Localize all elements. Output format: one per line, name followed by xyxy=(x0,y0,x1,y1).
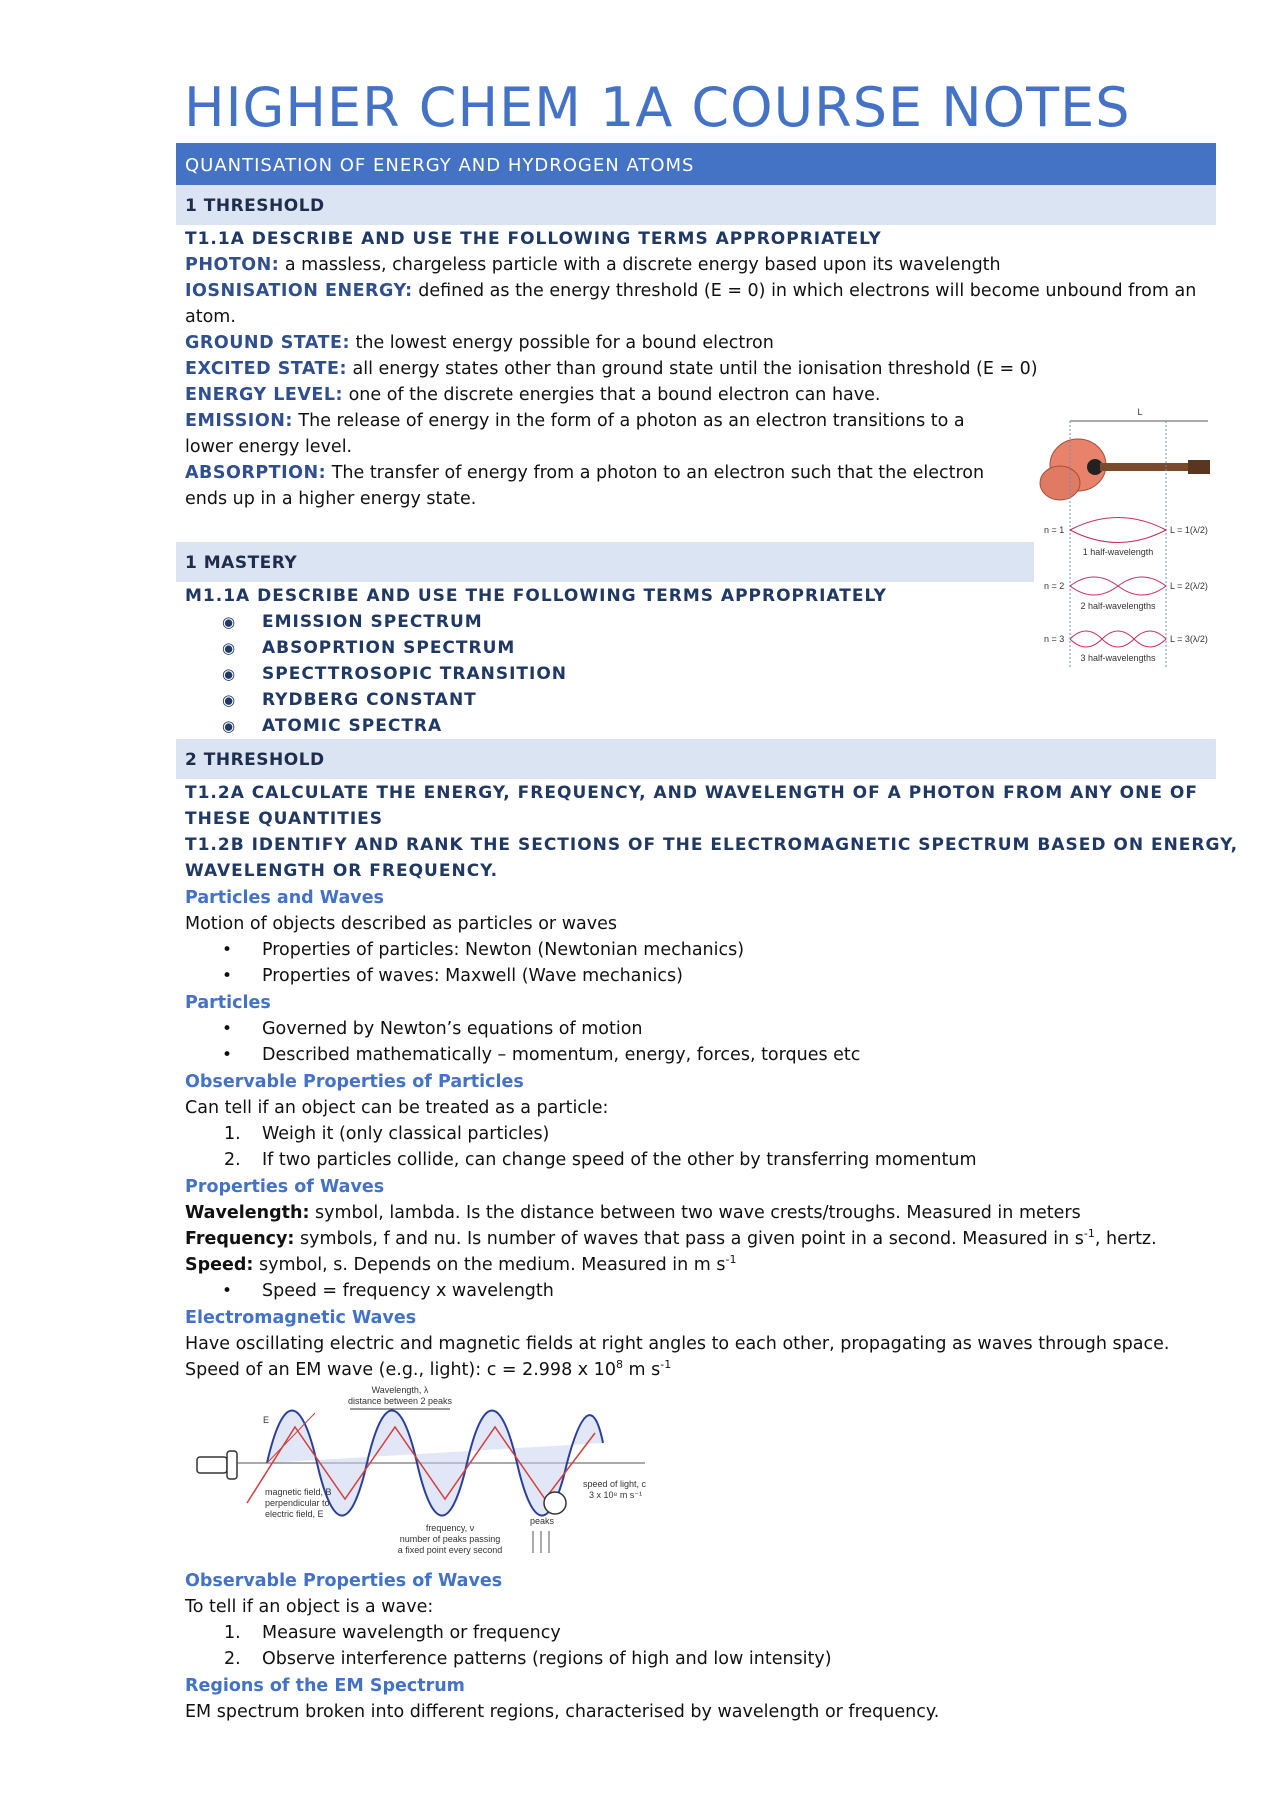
wavelength-definition xyxy=(185,1200,1081,1226)
list-number: 2. xyxy=(224,1649,241,1669)
em-speed-exp: 8 xyxy=(615,1358,623,1372)
list-item: Properties of particles: Newton (Newtonian mechanics) xyxy=(262,940,745,960)
guitar-head xyxy=(1188,460,1210,474)
wavelength-label: Wavelength, λ xyxy=(371,1385,429,1395)
term-excited-state xyxy=(185,356,1038,382)
objective-t1-2a-cont: THESE QUANTITIES xyxy=(185,809,384,829)
list-item: Properties of waves: Maxwell (Wave mechanics) xyxy=(262,966,683,986)
e-axis-label: E xyxy=(263,1415,270,1425)
term-def: atom. xyxy=(185,307,236,327)
term-continuation xyxy=(185,486,476,512)
length-label: L xyxy=(1137,407,1143,417)
text-paragraph: Have oscillating electric and magnetic fields at right angles to each other, propagating as waves through space. xyxy=(185,1334,1170,1354)
term-def: one of the discrete energies that a bound electron can have. xyxy=(343,385,881,405)
term-def: The release of energy in the form of a photon as an electron transitions to a xyxy=(292,411,965,431)
heading-properties-of-waves: Properties of Waves xyxy=(185,1177,385,1197)
page-title: HIGHER CHEM 1A COURSE NOTES xyxy=(184,76,1131,139)
em-speed-text: Speed of an EM wave (e.g., light): c = 2.998 x 10 xyxy=(185,1360,616,1380)
mode-wave-n2-b xyxy=(1070,577,1166,595)
frequency-sup: -1 xyxy=(1083,1227,1095,1241)
mode-caption-n3: 3 half-wavelengths xyxy=(1080,653,1156,663)
bullet-icon: • xyxy=(222,940,233,960)
term-label: EMISSION: xyxy=(185,411,293,431)
wavelength-text: symbol, lambda. Is the distance between two wave crests/troughs. Measured in meters xyxy=(309,1203,1081,1223)
term-label: ABSORPTION: xyxy=(185,463,327,483)
heading-observable-particles: Observable Properties of Particles xyxy=(185,1072,524,1092)
bullet-icon: ◉ xyxy=(222,665,236,683)
mode-label-n1: n = 1 xyxy=(1044,525,1065,535)
heading-particles: Particles xyxy=(185,993,271,1013)
list-item: Governed by Newton’s equations of motion xyxy=(262,1019,643,1039)
speed-label: Speed: xyxy=(185,1255,254,1275)
term-def: defined as the energy threshold (E = 0) in which electrons will become unbound from an xyxy=(412,281,1197,301)
term-def: the lowest energy possible for a bound electron xyxy=(349,333,774,353)
term-energy-level xyxy=(185,382,880,408)
mode-eq-n1: L = 1(λ/2) xyxy=(1170,525,1208,535)
guitar-standing-wave-figure xyxy=(1030,405,1215,670)
mastery-item: SPECTTROSOPIC TRANSITION xyxy=(262,664,568,684)
bullet-icon: • xyxy=(222,966,233,986)
bullet-icon: • xyxy=(222,1281,233,1301)
threshold-1-label: 1 THRESHOLD xyxy=(185,196,325,216)
term-continuation xyxy=(185,434,352,460)
em-speed-sup: -1 xyxy=(660,1358,672,1372)
peaks-counter-icon xyxy=(533,1531,549,1553)
mode-label-n3: n = 3 xyxy=(1044,634,1065,644)
term-label: EXCITED STATE: xyxy=(185,359,347,379)
term-label: ENERGY LEVEL: xyxy=(185,385,344,405)
objective-t1-2a: T1.2A CALCULATE THE ENERGY, FREQUENCY, AND WAVELENGTH OF A PHOTON FROM ANY ONE OF xyxy=(185,783,1198,803)
speed-text: symbol, s. Depends on the medium. Measured in m s xyxy=(253,1255,726,1275)
speed-sup: -1 xyxy=(725,1253,737,1267)
heading-em-spectrum-regions: Regions of the EM Spectrum xyxy=(185,1676,465,1696)
text-paragraph: Can tell if an object can be treated as a particle: xyxy=(185,1098,609,1118)
mode-wave-n3-a xyxy=(1070,631,1166,647)
magnetic-label-2: perpendicular to xyxy=(265,1498,330,1508)
mode-label-n2: n = 2 xyxy=(1044,581,1065,591)
term-photon xyxy=(185,252,1001,278)
list-item: Speed = frequency x wavelength xyxy=(262,1281,554,1301)
threshold-2-label: 2 THRESHOLD xyxy=(185,750,325,770)
magnetic-label-3: electric field, E xyxy=(265,1509,324,1519)
bullet-icon: ◉ xyxy=(222,691,236,709)
mastery-1-label: 1 MASTERY xyxy=(185,553,298,573)
heading-observable-waves: Observable Properties of Waves xyxy=(185,1571,503,1591)
peaks-label: peaks xyxy=(530,1516,555,1526)
section-bar xyxy=(176,143,1216,185)
list-item: If two particles collide, can change speed of the other by transferring momentum xyxy=(262,1150,977,1170)
heading-electromagnetic-waves: Electromagnetic Waves xyxy=(185,1308,417,1328)
guitar-neck xyxy=(1100,463,1190,471)
list-number: 2. xyxy=(224,1150,241,1170)
frequency-definition xyxy=(185,1226,1157,1252)
mastery-1-header xyxy=(176,542,1034,582)
mastery-item: ABSOPRTION SPECTRUM xyxy=(262,638,516,658)
mode-caption-n2: 2 half-wavelengths xyxy=(1080,601,1156,611)
list-number: 1. xyxy=(224,1124,241,1144)
frequency-text: symbols, f and nu. Is number of waves that pass a given point in a second. Measured in s xyxy=(294,1229,1084,1249)
bullet-icon: • xyxy=(222,1045,233,1065)
objective-t1-1a: T1.1A DESCRIBE AND USE THE FOLLOWING TERMS APPROPRIATELY xyxy=(185,229,882,249)
objective-t1-2b-cont: WAVELENGTH OR FREQUENCY. xyxy=(185,861,499,881)
em-wave-figure xyxy=(185,1383,650,1563)
term-ground-state xyxy=(185,330,774,356)
bullet-icon: • xyxy=(222,1019,233,1039)
speed-definition xyxy=(185,1252,736,1278)
mode-wave-n3-b xyxy=(1070,631,1166,647)
objective-t1-2b: T1.2B IDENTIFY AND RANK THE SECTIONS OF THE ELECTROMAGNETIC SPECTRUM BASED ON ENERGY, xyxy=(185,835,1239,855)
mode-wave-n1 xyxy=(1070,518,1166,543)
mastery-item: ATOMIC SPECTRA xyxy=(262,716,443,736)
term-def: lower energy level. xyxy=(185,437,353,457)
frequency-label-1: frequency, ν xyxy=(425,1523,475,1533)
mastery-item: EMISSION SPECTRUM xyxy=(262,612,483,632)
term-label: GROUND STATE: xyxy=(185,333,350,353)
frequency-label-3: a fixed point every second xyxy=(397,1545,503,1555)
list-item: Described mathematically – momentum, energy, forces, torques etc xyxy=(262,1045,861,1065)
frequency-label: Frequency: xyxy=(185,1229,295,1249)
list-number: 1. xyxy=(224,1623,241,1643)
term-absorption xyxy=(185,460,984,486)
wavelength-label: Wavelength: xyxy=(185,1203,310,1223)
stopwatch-icon xyxy=(544,1492,566,1514)
term-label: PHOTON: xyxy=(185,255,280,275)
mastery-item: RYDBERG CONSTANT xyxy=(262,690,477,710)
term-def: all energy states other than ground state until the ionisation threshold (E = 0) xyxy=(346,359,1038,379)
mode-eq-n3: L = 3(λ/2) xyxy=(1170,634,1208,644)
flashlight-icon xyxy=(197,1451,237,1479)
term-def: a massless, chargeless particle with a discrete energy based upon its wavelength xyxy=(279,255,1001,275)
text-paragraph: Motion of objects described as particles or waves xyxy=(185,914,617,934)
list-item: Weigh it (only classical particles) xyxy=(262,1124,550,1144)
term-ionisation-energy xyxy=(185,278,1196,304)
list-item: Measure wavelength or frequency xyxy=(262,1623,561,1643)
term-def: The transfer of energy from a photon to an electron such that the electron xyxy=(326,463,985,483)
list-item: Observe interference patterns (regions of high and low intensity) xyxy=(262,1649,832,1669)
threshold-1-header xyxy=(176,185,1216,225)
em-speed-unit: m s xyxy=(622,1360,661,1380)
wavelength-sublabel: distance between 2 peaks xyxy=(347,1396,453,1406)
heading-particles-and-waves: Particles and Waves xyxy=(185,888,384,908)
term-def: ends up in a higher energy state. xyxy=(185,489,477,509)
section-bar-label: QUANTISATION OF ENERGY AND HYDROGEN ATOMS xyxy=(185,155,695,176)
em-speed-line xyxy=(185,1357,671,1383)
text-paragraph: To tell if an object is a wave: xyxy=(185,1597,434,1617)
mode-eq-n2: L = 2(λ/2) xyxy=(1170,581,1208,591)
term-label: IOSNISATION ENERGY: xyxy=(185,281,413,301)
threshold-2-header xyxy=(176,739,1216,779)
mode-caption-n1: 1 half-wavelength xyxy=(1082,547,1154,557)
text-paragraph: EM spectrum broken into different regions, characterised by wavelength or frequency. xyxy=(185,1702,940,1722)
speed-label-2: 3 x 10⁸ m s⁻¹ xyxy=(589,1490,643,1500)
frequency-label-2: number of peaks passing xyxy=(399,1534,501,1544)
bullet-icon: ◉ xyxy=(222,717,236,735)
frequency-tail: , hertz. xyxy=(1094,1229,1157,1249)
term-emission xyxy=(185,408,965,434)
bullet-icon: ◉ xyxy=(222,639,236,657)
bullet-icon: ◉ xyxy=(222,613,236,631)
speed-label-1: speed of light, c xyxy=(583,1479,647,1489)
guitar-body-lower xyxy=(1040,466,1080,500)
objective-m1-1a: M1.1A DESCRIBE AND USE THE FOLLOWING TERMS APPROPRIATELY xyxy=(185,586,887,606)
term-continuation xyxy=(185,304,236,330)
magnetic-label-1: magnetic field, B xyxy=(265,1487,332,1497)
